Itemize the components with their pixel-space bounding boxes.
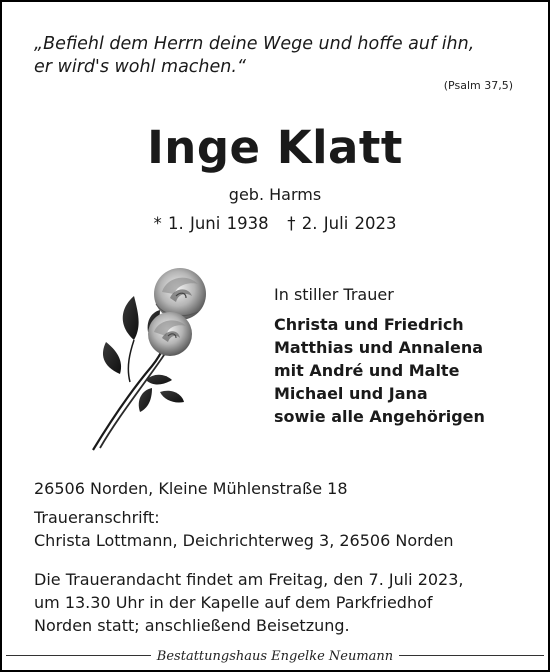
mourner-line: Christa und Friedrich: [274, 315, 464, 334]
quote-line-2: er wird's wohl machen.“: [34, 57, 246, 77]
quote-source: (Psalm 37,5): [443, 79, 513, 92]
service-line: um 13.30 Uhr in der Kapelle auf dem Parkfriedhof: [34, 593, 433, 612]
mourner-line: sowie alle Angehörigen: [274, 407, 485, 426]
deceased-address: [34, 477, 348, 500]
address-line: 26506 Norden, Kleine Mühlenstraße 18: [34, 479, 348, 498]
bible-quote: [34, 33, 474, 79]
traueranschrift: [34, 506, 454, 552]
roses-icon: [90, 262, 235, 454]
mourner-line: Michael und Jana: [274, 384, 428, 403]
mourner-line: mit André und Malte: [274, 361, 460, 380]
deceased-name: Inge Klatt: [147, 121, 403, 174]
funeral-home: [0, 647, 550, 665]
mourners-list: [274, 313, 485, 428]
service-line: Norden statt; anschließend Beisetzung.: [34, 616, 350, 635]
service-info: [34, 568, 464, 637]
maiden-name: geb. Harms: [228, 185, 322, 204]
mourning-intro: In stiller Trauer: [274, 285, 394, 304]
funeral-home-name: Bestattungshaus Engelke Neumann: [151, 649, 399, 664]
traueranschrift-label: Traueranschrift:: [34, 508, 160, 527]
mourner-line: Matthias und Annalena: [274, 338, 484, 357]
quote-line-1: „Befiehl dem Herrn deine Wege und hoffe auf ihn,: [34, 34, 475, 54]
service-line: Die Trauerandacht findet am Freitag, den 7. Juli 2023,: [34, 570, 464, 589]
life-dates: * 1. Juni 1938 † 2. Juli 2023: [153, 214, 397, 233]
traueranschrift-value: Christa Lottmann, Deichrichterweg 3, 26506 Norden: [34, 531, 454, 550]
